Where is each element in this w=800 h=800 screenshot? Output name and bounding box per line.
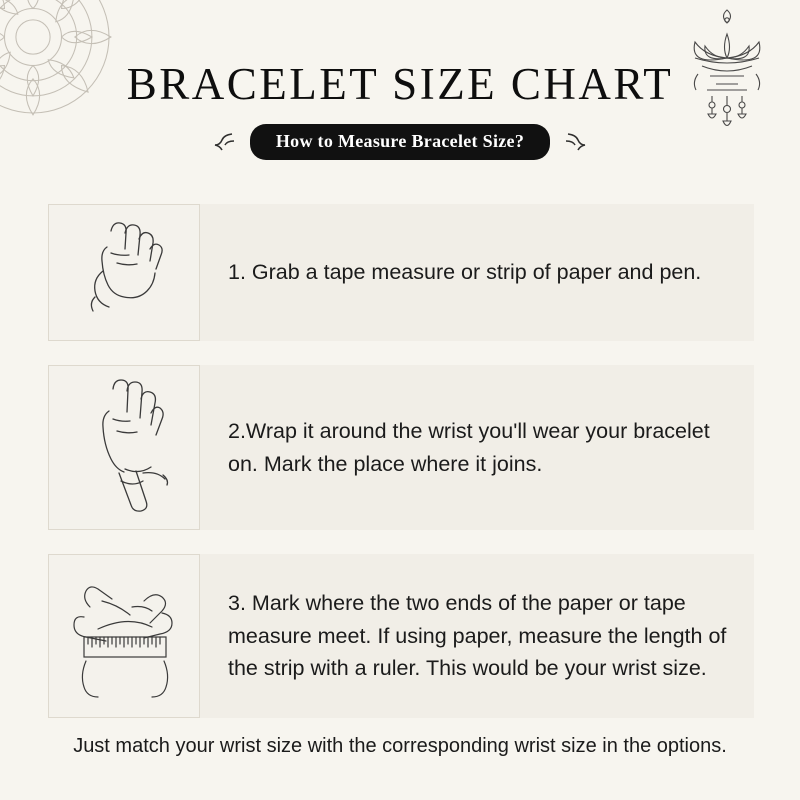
steps-list [48,204,754,742]
subtitle-pill: How to Measure Bracelet Size? [250,124,550,160]
hand-holding-tape-icon [59,213,189,333]
list-item [48,365,754,530]
step-illustration [48,554,200,718]
step-text: 2.Wrap it around the wrist you'll wear your bracelet on. Mark the place where it joins. [228,418,710,476]
list-item [48,554,754,718]
list-item [48,204,754,341]
flourish-icon [212,129,238,155]
page-title: BRACELET SIZE CHART [126,59,674,109]
step-illustration [48,365,200,530]
hands-measuring-with-ruler-icon [54,561,194,711]
flourish-icon [562,129,588,155]
step-illustration [48,204,200,341]
footer-note: Just match your wrist size with the corresponding wrist size in the options. [73,735,727,757]
step-text: 3. Mark where the two ends of the paper or tape measure meet. If using paper, measure the length of the strip with a ruler. This would be your wrist size. [228,590,727,681]
hand-wrapping-wrist-icon [59,373,189,523]
step-text: 1. Grab a tape measure or strip of paper and pen. [228,260,702,285]
subtitle-row [0,124,800,160]
